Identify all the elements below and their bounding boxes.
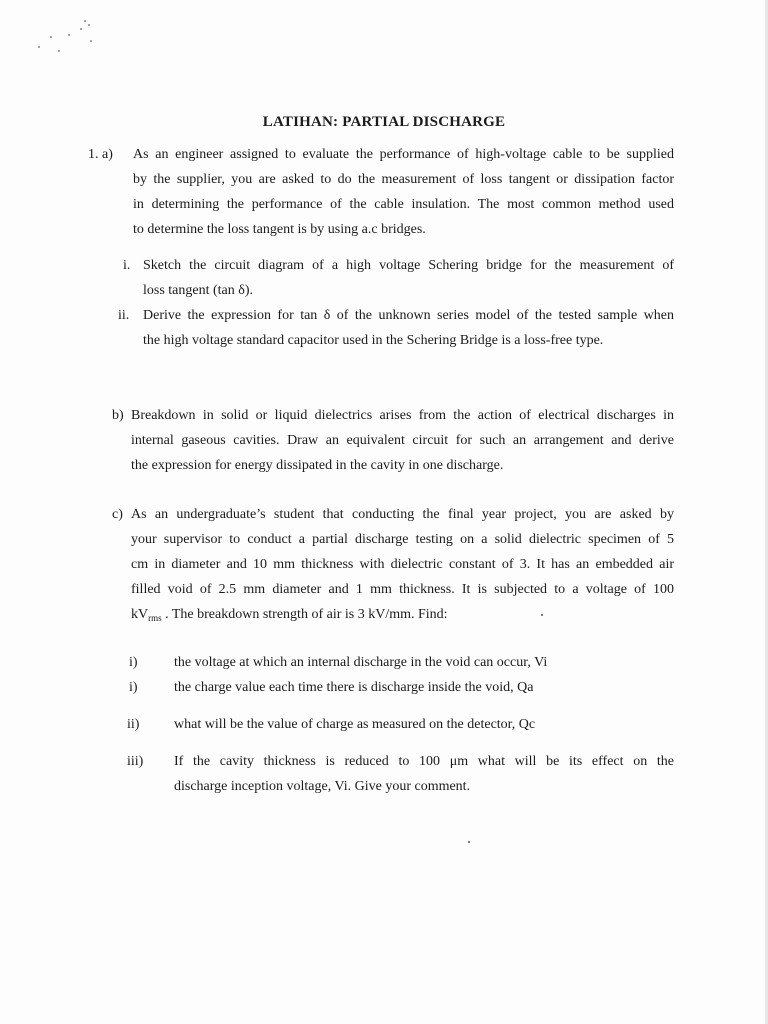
unit-rms-subscript: rms <box>148 613 162 623</box>
scan-speck <box>541 614 543 616</box>
subitem-c-text: the charge value each time there is discharge inside the void, Qa <box>174 680 534 695</box>
question-1a-line: As an engineer assigned to evaluate the performance of high-voltage cable to be supplied <box>133 147 674 162</box>
subitem-c-text: the voltage at which an internal discharge in the void can occur, Vi <box>174 655 548 670</box>
question-c-text <box>131 502 674 627</box>
question-b-line: Breakdown in solid or liquid dielectrics arises from the action of electrical discharges in <box>131 408 674 423</box>
subitem-label: i) <box>129 680 138 695</box>
question-c-line: your supervisor to conduct a partial discharge testing on a solid dielectric specimen of 5 <box>131 532 674 547</box>
question-b-label: b) <box>112 408 124 423</box>
subitem-label: ii) <box>127 717 140 732</box>
subitem-c-text: what will be the value of charge as measured on the detector, Qc <box>174 717 536 732</box>
subitem-line: the high voltage standard capacitor used in the Schering Bridge is a loss-free type. <box>143 333 604 348</box>
question-b-line: the expression for energy dissipated in the cavity in one discharge. <box>131 458 504 473</box>
question-1a-text <box>133 142 674 242</box>
question-c-line: cm in diameter and 10 mm thickness with dielectric constant of 3. It has an embedded air <box>131 557 674 572</box>
question-c-line: filled void of 2.5 mm diameter and 1 mm thickness. It is subjected to a voltage of 100 <box>131 582 674 597</box>
question-number: 1. a) <box>88 147 113 162</box>
question-b-text <box>131 403 674 478</box>
subitem-label: i. <box>123 258 131 273</box>
question-1a-line: in determining the performance of the cable insulation. The most common method used <box>133 197 674 212</box>
subitem-label: ii. <box>118 308 130 323</box>
subitem-c-iii <box>174 749 674 799</box>
question-c-line-last <box>131 602 674 627</box>
question-b-line: internal gaseous cavities. Draw an equivalent circuit for such an arrangement and derive <box>131 433 674 448</box>
question-c-line: As an undergraduate’s student that conducting the final year project, you are asked by <box>131 507 674 522</box>
subitem-line: loss tangent (tan δ). <box>143 283 254 298</box>
subitem-label: iii) <box>127 754 144 769</box>
page-title: LATIHAN: PARTIAL DISCHARGE <box>262 114 506 130</box>
question-1a-line: by the supplier, you are asked to do the measurement of loss tangent or dissipation factor <box>133 172 674 187</box>
question-c-label: c) <box>112 507 123 522</box>
subitem-line: If the cavity thickness is reduced to 100 μm what will be its effect on the <box>174 754 674 769</box>
question-c-line-rest: . The breakdown strength of air is 3 kV/mm. Find: <box>161 607 448 622</box>
question-1a-line: to determine the loss tangent is by using a.c bridges. <box>133 222 426 237</box>
subitem-line: Sketch the circuit diagram of a high voltage Schering bridge for the measurement of <box>143 258 674 273</box>
subitem-line: Derive the expression for tan δ of the unknown series model of the tested sample when <box>143 308 674 323</box>
scan-speck <box>468 841 470 843</box>
subitem-1a-i <box>143 253 674 303</box>
subitem-label: i) <box>129 655 138 670</box>
unit-kv: kV <box>131 607 149 622</box>
subitem-1a-ii <box>143 303 674 353</box>
subitem-line: discharge inception voltage, Vi. Give your comment. <box>174 779 471 794</box>
